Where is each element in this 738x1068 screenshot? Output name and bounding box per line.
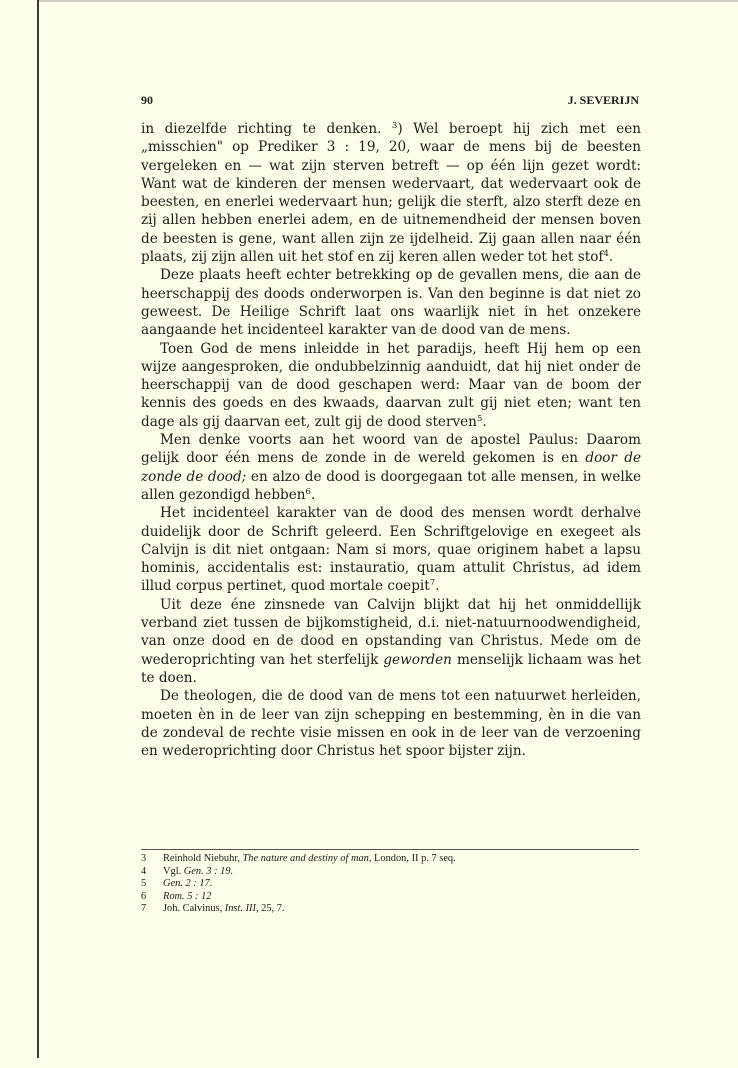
paragraph-text: . <box>435 578 440 595</box>
footnote-separator <box>141 849 639 850</box>
paragraph-6 <box>141 596 641 687</box>
footnote-number: 3 <box>141 853 147 864</box>
footnote-ref-5: 5 <box>476 413 483 424</box>
running-title: J. SEVERIJN <box>567 93 639 107</box>
paragraph-5 <box>141 504 641 595</box>
page-number: 90 <box>141 93 153 107</box>
footnote-author: Joh. Calvinus, <box>163 903 225 915</box>
footnote-author: Reinhold Niebuhr, <box>163 853 243 864</box>
footnote-detail: London, II p. 7 seq. <box>371 853 456 864</box>
running-head <box>141 93 639 108</box>
footnote-reference: Gen. 3 : 19. <box>183 865 234 877</box>
paragraph-2 <box>141 266 641 339</box>
paragraph-text: De theologen, die de dood van de mens tot een natuurwet herleiden, moeten èn in de leer van zijn schepping en bestemming, èn in die van de zondeval de rechte visie missen en ook in de leer van de verzoening en wederoprichting door Christus het spoor bijster zijn. <box>141 688 641 760</box>
footnote-ref-4: 4 <box>603 249 609 260</box>
footnote-reference: Gen. 2 : 17. <box>163 878 213 890</box>
paragraph-text: Toen God de mens inleidde in het paradijs, heeft Hij hem op een wijze aangesproken, die ondubbelzinnig aanduidt, dat hij niet onder de heerschappij van de dood geschapen werd: Maar van de boom der kennis des goeds en des kwaads, daarvan zult gij niet eten; want ten dage als gij daarvan eet, zult gij de dood sterven <box>141 340 641 430</box>
footnote-number: 5 <box>141 878 147 890</box>
footnote-detail: 25, 7. <box>258 903 285 915</box>
footnote-number: 6 <box>141 890 147 902</box>
paragraph-text: in diezelfde richting te denken. <box>141 121 382 137</box>
footnote-number: 7 <box>141 903 147 915</box>
footnote-prefix: Vgl. <box>163 865 184 877</box>
footnote-text <box>163 853 456 866</box>
paragraph-1 <box>141 120 641 266</box>
paragraph-text: menselijk lichaam was het te doen. <box>141 651 641 686</box>
footnote-title: The nature and destiny of man, <box>242 853 372 864</box>
footnote-3 <box>141 853 641 866</box>
emphasis: geworden <box>383 651 452 668</box>
footnote-text <box>163 866 233 879</box>
paragraph-3 <box>141 340 641 431</box>
footnotes <box>141 853 641 916</box>
footnote-7 <box>141 903 641 916</box>
footnote-number: 4 <box>141 865 147 877</box>
footnote-5 <box>141 878 641 891</box>
footnote-title: Inst. III, <box>224 903 259 915</box>
footnote-ref-7: 7 <box>429 578 436 589</box>
footnote-reference: Rom. 5 : 12 <box>163 890 212 902</box>
footnote-text <box>163 878 212 891</box>
page-left-edge <box>37 0 39 1058</box>
emphasis: door de zonde de dood; <box>141 450 641 485</box>
paragraph-text: en alzo de dood is doorgegaan tot alle mensen, in welke allen gezondigd hebben <box>141 468 641 503</box>
footnote-4 <box>141 866 641 879</box>
paragraph-text: Men denke voorts aan het woord van de apostel Paulus: Daarom gelijk door één mens de zonde in de wereld gekomen is en <box>141 432 641 467</box>
footnote-6 <box>141 891 641 904</box>
paragraph-text: ) Wel beroept hij zich met een „misschien" op Prediker 3 : 19, 20, waar de mens bij de beesten vergeleken en — wat zijn sterven betreft — op één lijn gezet wordt: Want wat de kinderen der mensen wedervaart, dat wedervaart ook de beesten, en enerlei wedervaart hun; gelijk die sterft, alzo sterft deze en zij allen hebben enerlei adem, en de uitnemendheid der mensen boven de beesten is gene, want allen zijn ze ijdelheid. Zij gaan allen naar één plaats, zij zijn allen uit het stof en zij keren allen weder tot het stof <box>141 121 642 266</box>
paragraph-text: . <box>608 249 614 266</box>
paragraph-text: . <box>310 486 316 503</box>
footnote-ref-6: 6 <box>305 486 311 497</box>
page-top-edge <box>37 0 738 2</box>
footnote-ref-3: 3 <box>391 121 398 131</box>
paragraph-text: Deze plaats heeft echter betrekking op de gevallen mens, die aan de heerschappij des doods onderworpen is. Van den beginne is dat niet zo geweest. De Heilige Schrift laat ons waarlijk niet in het onzekere aangaande het incidenteel karakter van de dood van de mens. <box>141 267 641 339</box>
paragraph-text: Uit deze éne zinsnede van Calvijn blijkt dat hij het onmiddellijk verband ziet tussen de bijkomstigheid, d.i. niet-natuurnoodwendigheid, van onze dood en de dood en opstanding van Christus. Mede om de wederoprichting van het sterfelijk <box>141 596 641 668</box>
footnote-text <box>163 903 285 916</box>
paragraph-text: Het incidenteel karakter van de dood des mensen wordt derhalve duidelijk door de Schrift geleerd. Een Schriftgelovige en exegeet als Calvijn is dit niet ontgaan: Nam si mors, quae originem habet a lapsu hominis, accidentalis est: instauratio, quam attulit Christus, ad idem illud corpus pertinet, quod mortale coepit <box>141 505 641 595</box>
paragraph-7 <box>141 687 641 760</box>
footnote-text <box>163 891 211 904</box>
paragraph-4 <box>141 431 641 504</box>
paragraph-text: . <box>482 413 487 430</box>
body-text <box>141 120 641 760</box>
